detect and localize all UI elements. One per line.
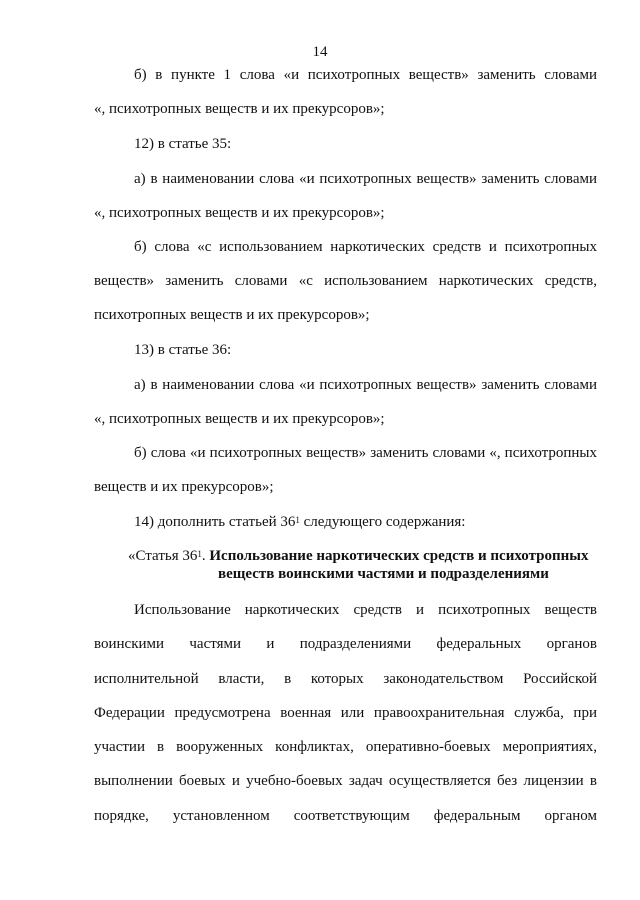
text-line: а) в наименовании слова «и психотропных веществ» заменить словами: [134, 377, 597, 393]
text-line: 12) в статье 35:: [134, 136, 232, 152]
article-dot: .: [201, 548, 210, 564]
article-label: «Статья 36: [128, 548, 198, 564]
article-title-line1: Использование наркотических средств и психотропных: [209, 548, 589, 564]
body-line: исполнительной власти, в которых законодательством Российской: [94, 671, 597, 687]
article-heading: [128, 547, 598, 565]
text-line: б) слова «и психотропных веществ» заменить словами «, психотропных: [134, 445, 597, 461]
body-line: выполнении боевых и учебно-боевых задач осуществляется без лицензии в: [94, 773, 597, 789]
text-line-item-14: [134, 513, 597, 531]
text-line: б) в пункте 1 слова «и психотропных веществ» заменить словами: [134, 67, 597, 83]
text-line: веществ» заменить словами «с использованием наркотических средств,: [94, 273, 597, 289]
body-line: воинскими частями и подразделениями федеральных органов: [94, 636, 597, 652]
body-line: Федерации предусмотрена военная или правоохранительная служба, при: [94, 705, 597, 721]
item14-suffix: следующего содержания:: [299, 514, 466, 530]
article-title-line2: веществ воинскими частями и подразделениями: [218, 566, 549, 582]
text-line: «, психотропных веществ и их прекурсоров»;: [94, 205, 385, 221]
body-line: порядке, установленном соответствующим федеральным органом: [94, 808, 597, 824]
text-line: «, психотропных веществ и их прекурсоров»;: [94, 411, 385, 427]
text-line: б) слова «с использованием наркотических средств и психотропных: [134, 239, 597, 255]
text-line: «, психотропных веществ и их прекурсоров»;: [94, 101, 385, 117]
text-line: а) в наименовании слова «и психотропных веществ» заменить словами: [134, 171, 597, 187]
text-line: психотропных веществ и их прекурсоров»;: [94, 307, 370, 323]
body-line: участии в вооруженных конфликтах, оперативно-боевых мероприятиях,: [94, 739, 597, 755]
body-line: Использование наркотических средств и психотропных веществ: [134, 602, 597, 618]
superscript: 1: [197, 549, 202, 559]
text-line: веществ и их прекурсоров»;: [94, 479, 274, 495]
item14-prefix: 14) дополнить статьей 36: [134, 514, 296, 530]
text-line: 13) в статье 36:: [134, 342, 232, 358]
page-number: 14: [312, 44, 328, 60]
superscript: 1: [295, 515, 300, 525]
